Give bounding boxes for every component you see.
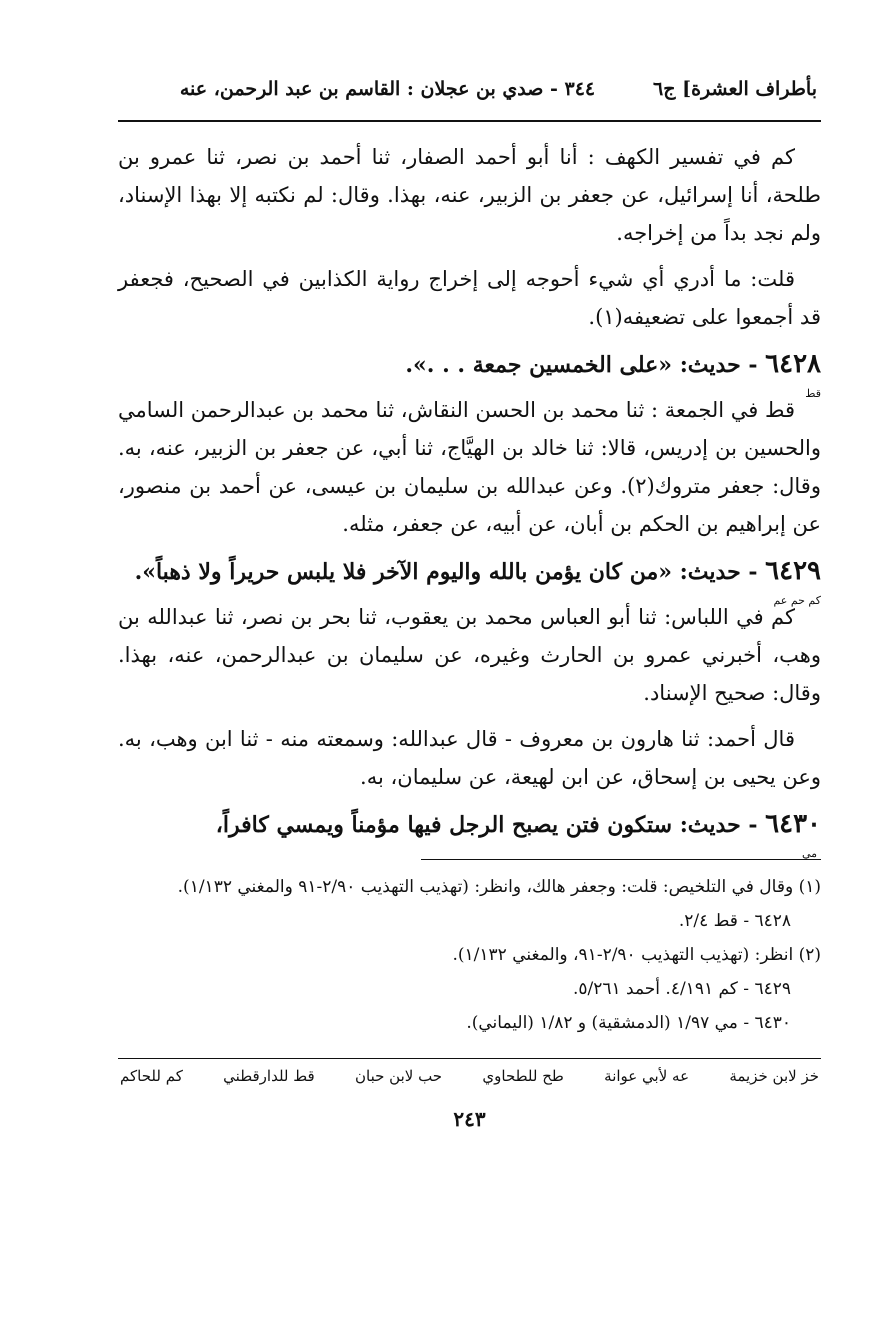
paragraph-1: كم في تفسير الكهف : أنا أبو أحمد الصفار، ثنا أحمد بن نصر، ثنا عمرو بن طلحة، أنا إسرائيل، عن جعفر بن الزبير، عنه، بهذا. وقال: لم نكتبه إلا بهذا الإسناد، ولم نجد بداً من إخراجه. [118, 145, 821, 245]
source-symbol: قط [805, 387, 821, 400]
header-right: بأطراف العشرة] ج٦ [653, 78, 817, 100]
hadith-number: ٦٤٣٠ [765, 809, 821, 839]
legend-item: كم للحاكم [120, 1067, 183, 1085]
hadith-6428 [118, 344, 821, 400]
hadith-number: ٦٤٢٩ [765, 556, 821, 586]
source-symbol: كم حم عم [773, 594, 821, 607]
header-rule [118, 120, 821, 122]
hadith-text: - حديث: «على الخمسين جمعة . . .». [405, 352, 766, 378]
hadith-text: - حديث: «من كان يؤمن بالله واليوم الآخر فلا يلبس حريراً ولا ذهباً». [134, 559, 766, 585]
abbreviation-legend [118, 1067, 821, 1085]
main-text [118, 138, 821, 860]
legend-rule [118, 1058, 821, 1059]
paragraph-5: قال أحمد: ثنا هارون بن معروف - قال عبدالله: وسمعته منه - ثنا ابن وهب، به. وعن يحيى بن إسحاق، عن ابن لهيعة، عن سليمان، به. [118, 727, 821, 789]
hadith-6430 [118, 804, 821, 860]
hadith-number: ٦٤٢٨ [765, 349, 821, 379]
paragraph-2: قلت: ما أدري أي شيء أحوجه إلى إخراج رواية الكذابين في الصحيح، فجعفر قد أجمعوا على تضعيفه(١). [118, 267, 821, 329]
header-center: ٣٤٤ - صدي بن عجلان : القاسم بن عبد الرحمن، عنه [179, 78, 596, 100]
running-header [118, 78, 821, 110]
footnote-ref-6430: ٦٤٣٠ - مي ١/٩٧ (الدمشقية) و ١/٨٢ (اليماني). [466, 1013, 791, 1033]
footnote-rule [421, 859, 821, 860]
source-symbol: مي [801, 847, 817, 860]
hadith-6429 [118, 551, 821, 607]
legend-item: حب لابن حبان [355, 1067, 443, 1085]
legend-item: خز لابن خزيمة [729, 1067, 819, 1085]
footnote-2: (٢) انظر: (تهذيب التهذيب ٢/٩٠-٩١، والمغني ١/١٣٢). [452, 945, 821, 965]
book-page [118, 78, 821, 1297]
legend-item: قط للدارقطني [223, 1067, 315, 1085]
legend-item: عه لأبي عوانة [604, 1067, 690, 1085]
footnotes [118, 870, 821, 1040]
footnote-ref-6429: ٦٤٢٩ - كم ٤/١٩١. أحمد ٥/٢٦١. [572, 979, 791, 999]
footnote-ref-6428: ٦٤٢٨ - قط ٢/٤. [678, 911, 791, 931]
footnote-1: (١) وقال في التلخيص: قلت: وجعفر هالك، وانظر: (تهذيب التهذيب ٢/٩٠-٩١ والمغني ١/١٣٢). [177, 877, 821, 897]
legend-item: طح للطحاوي [482, 1067, 564, 1085]
paragraph-4: كم في اللباس: ثنا أبو العباس محمد بن يعقوب، ثنا بحر بن نصر، ثنا عبدالله بن وهب، أخبرني عمرو بن الحارث وغيره، عن سليمان بن عبدالرحمن، عنه، بهذا. وقال: صحيح الإسناد. [118, 605, 821, 705]
paragraph-3: قط في الجمعة : ثنا محمد بن الحسن النقاش، ثنا محمد بن عبدالرحمن السامي والحسين بن إدريس، قالا: ثنا خالد بن الهيَّاج، ثنا أبي، عن جعفر بن الزبير، عنه، به. وقال: جعفر متروك(٢). وعن عبدالله بن سليمان بن عيسى، عن أحمد بن منصور، عن إبراهيم بن الحكم بن أبان، عن أبيه، عن جعفر، مثله. [118, 398, 821, 536]
hadith-text: - حديث: ستكون فتن يصبح الرجل فيها مؤمناً ويمسي كافراً، [215, 812, 766, 838]
page-number: ٢٤٣ [453, 1107, 486, 1131]
